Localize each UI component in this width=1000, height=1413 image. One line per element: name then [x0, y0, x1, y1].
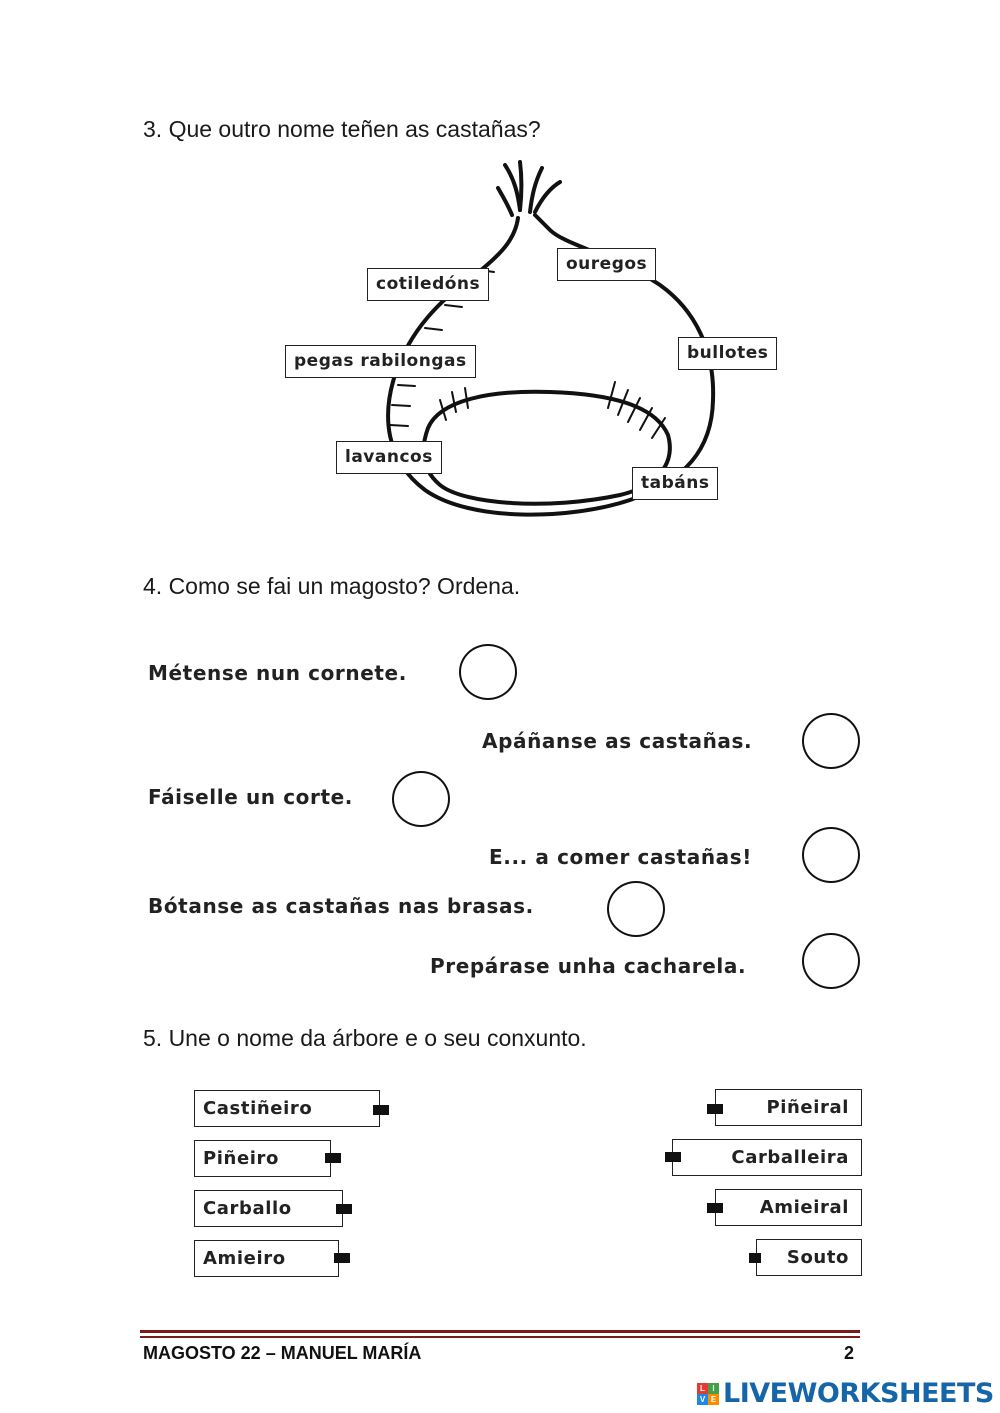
match-connector[interactable]	[373, 1105, 389, 1115]
match-connector[interactable]	[707, 1203, 723, 1213]
match-connector[interactable]	[749, 1253, 761, 1263]
group-name-box: Amieiral	[715, 1189, 862, 1226]
step-text: Apáñanse as castañas.	[482, 729, 753, 753]
chestnut-label-pegas-rabilongas: pegas rabilongas	[285, 345, 476, 378]
question-5-title: 5. Une o nome da árbore e o seu conxunto.	[143, 1025, 587, 1051]
tree-name-box: Castiñeiro	[194, 1090, 380, 1127]
question-3-title: 3. Que outro nome teñen as castañas?	[143, 116, 541, 142]
step-text: Prepárase unha cacharela.	[430, 954, 747, 978]
match-connector[interactable]	[336, 1204, 352, 1214]
match-connector[interactable]	[334, 1253, 350, 1263]
page-number: 2	[844, 1343, 855, 1363]
chestnut-label-ouregos: ouregos	[557, 248, 656, 281]
order-circle-input[interactable]	[802, 827, 860, 883]
group-name-box: Carballeira	[672, 1139, 862, 1176]
chestnut-label-bullotes: bullotes	[678, 337, 777, 370]
tree-name-box: Piñeiro	[194, 1140, 331, 1177]
footer-divider	[140, 1330, 860, 1333]
order-circle-input[interactable]	[607, 881, 665, 937]
chestnut-label-cotiledons: cotiledóns	[367, 268, 489, 301]
step-text: Métense nun cornete.	[148, 661, 407, 685]
liveworksheets-brand[interactable]	[697, 1378, 994, 1409]
group-name-box: Souto	[756, 1239, 862, 1276]
chestnut-label-tabans: tabáns	[632, 467, 718, 500]
match-connector[interactable]	[707, 1104, 723, 1114]
order-circle-input[interactable]	[459, 644, 517, 700]
match-connector[interactable]	[325, 1153, 341, 1163]
step-text: Fáiselle un corte.	[148, 785, 353, 809]
match-connector[interactable]	[665, 1152, 681, 1162]
liveworksheets-text: LIVEWORKSHEETS	[723, 1378, 994, 1409]
tree-name-box: Amieiro	[194, 1240, 339, 1277]
liveworksheets-logo-icon: L I V E	[697, 1383, 719, 1405]
chestnut-label-lavancos: lavancos	[336, 441, 442, 474]
group-name-box: Piñeiral	[715, 1089, 862, 1126]
footer-title: MAGOSTO 22 – MANUEL MARÍA	[143, 1343, 422, 1363]
question-4-title: 4. Como se fai un magosto? Ordena.	[143, 573, 521, 599]
footer-divider	[140, 1336, 860, 1338]
order-circle-input[interactable]	[802, 713, 860, 769]
order-circle-input[interactable]	[392, 771, 450, 827]
step-text: Bótanse as castañas nas brasas.	[148, 894, 534, 918]
tree-name-box: Carballo	[194, 1190, 343, 1227]
order-circle-input[interactable]	[802, 933, 860, 989]
step-text: E... a comer castañas!	[489, 845, 752, 869]
